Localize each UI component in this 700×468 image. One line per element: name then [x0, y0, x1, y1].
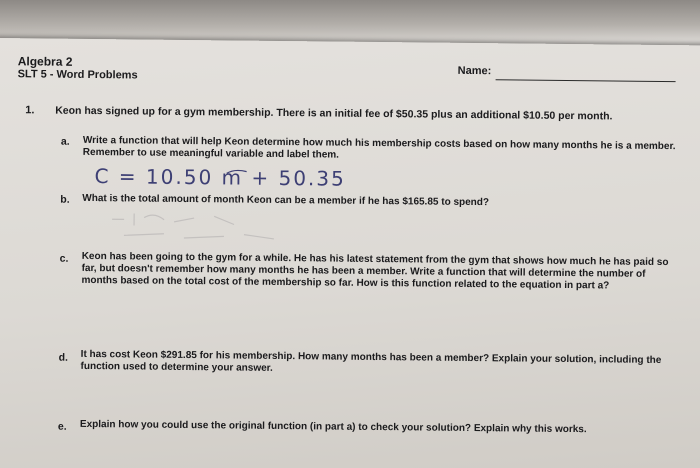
part-a-text: Write a function that will help Keon determine how much his membership costs based on how many months he is a member. Remember to use meaningful variable and label them. — [82, 134, 676, 161]
name-blank-line — [496, 79, 676, 82]
part-d-label: d. — [58, 351, 69, 364]
question-text: Keon has signed up for a gym membership. There is an initial fee of $50.35 plus an additional $10.50 per month. — [55, 104, 613, 123]
part-e-label: e. — [57, 420, 67, 433]
worksheet-page — [0, 38, 700, 468]
page-edge-shadow — [0, 0, 700, 40]
course-title: Algebra 2 — [17, 54, 73, 69]
handwritten-answer: C = 10.50 m + 50.35 — [94, 164, 346, 191]
pen-mark — [225, 167, 249, 175]
part-b-label: b. — [60, 193, 70, 206]
unit-title: SLT 5 - Word Problems — [17, 68, 138, 82]
name-label: Name: — [457, 64, 492, 78]
part-d-text: It has cost Keon $291.85 for his membership. How many months has been a member? Explain your solution, including the function used to determine your answer. — [80, 348, 662, 374]
question-number: 1. — [25, 104, 35, 117]
erased-pencil-marks — [104, 209, 304, 245]
part-e-text: Explain how you could use the original function (in part a) to check your solution? Explain why this works. — [79, 418, 587, 436]
part-a-label: a. — [60, 135, 70, 148]
part-b-text: What is the total amount of month Keon can be a member if he has $165.85 to spend? — [82, 192, 490, 209]
part-c-label: c. — [59, 252, 69, 265]
part-c-text: Keon has been going to the gym for a while. He has his latest statement from the gym that shows how much he has paid so far, but doesn't remember how many months he has been a member. Write a function that will determine the number of months based on the total cost of the membership so far. How is this function related to the equation in part a? — [81, 250, 669, 292]
